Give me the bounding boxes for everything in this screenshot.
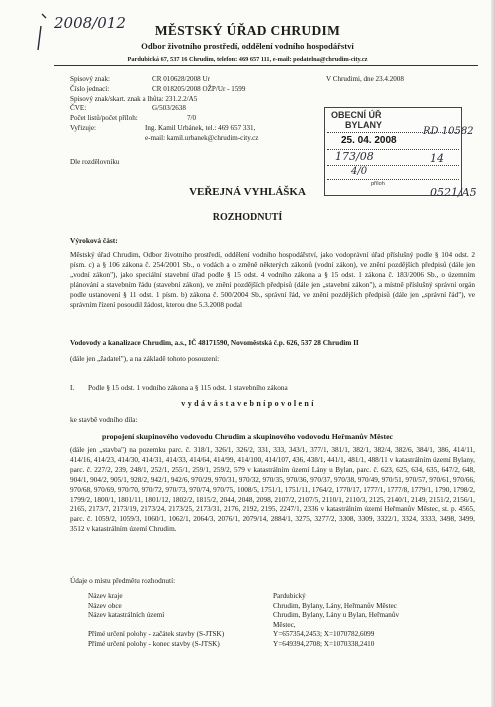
- meta-row: e-mail: kamil.urbanek@chrudim-city.cz: [145, 133, 259, 142]
- parcels-paragraph: (dále jen „stavba") na pozemku parc. č. 318/1, 326/1, 326/2, 331, 333, 343/1, 377/1, 381/1, 382/1, 382/4, 382/6, 384/1, 386, 414/11, 414/16, 414/23, 414/30, 414/31, 414/33, 414/64, 414/99, 414/100, 414/107, 436, 438/1, 441/1, 481/1, 488/11 v katastrálním území Bylany, parc. č. 227/2, 239, 248/1, 252/1, 255/1, 259/1, 259/2, 579 v katastrálním území Lány u Bylan, parc. č. 623, 625, 634, 635, 647/2, 648, 904/1, 904/2, 905/1, 928/2, 942/1, 942/6, 970/29, 970/31, 970/32, 970/35, 970/36, 970/37, 970/38, 970/49, 970/51, 970/57, 970/61, 970/66, 970/68, 970/69, 970/70, 970/72, 970/73, 970/74, 970/75, 1008/5, 1751/1, 1751/11, 1764/2, 1770/17, 1777/1, 1777/8, 1779/1, 1790, 1798/2, 1799/2, 1800/1, 1801/11, 1801/12, 1802/2, 1815/2, 2044, 2048, 2098, 2107/2, 2107/5, 2110/1, 2110/3, 2125, 2140/1, 2149, 2151/2, 2156/1, 2165, 2173/7, 2173/19, 2173/24, 2173/25, 2173/31, 2176, 2192, 2195, 2247/1, 2336 v katastrálním území Heřmanův Městec, st. p. 4565, parc. č. 1059/2, 1059/3, 1060/1, 1062/1, 2064/3, 2076/1, 2079/14, 2884/1, 3275, 3277/2, 3308, 3309, 3322/1, 3324, 3333, 3498, 3499, 3512 v katastrálním území Chrudim.: [70, 446, 475, 534]
- stamp-date: 25. 04. 2008: [341, 135, 397, 146]
- location-intro: Údaje o místu předmětu rozhodnutí:: [70, 577, 176, 585]
- location-row: Název kraje Pardubický: [88, 592, 306, 600]
- letterhead-address: Pardubická 67, 537 16 Chrudim, telefon: 469 657 111, e-mail: podatelna@chrudim-city.cz: [127, 56, 368, 63]
- stamp-office-line2: BYLANY: [345, 120, 383, 130]
- handwritten-reference: 2008/012: [54, 14, 126, 32]
- location-row: Název obce Chrudim, Bylany, Lány, Heřmanův Městec: [88, 601, 397, 610]
- operative-heading: Výroková část:: [70, 236, 118, 245]
- location-row: Přímé určení polohy - konec stavby (S-JTSK) Y=649394,2708; X=1070338,2410: [88, 639, 375, 648]
- location-row: Městec,: [273, 620, 296, 629]
- section-number: I.: [70, 384, 75, 392]
- body-paragraph: Městský úřad Chrudim, Odbor životního prostředí, oddělení vodního hospodářství, jako vodoprávní úřad příslušný podle § 104 odst. 2 písm. c) a § 106 zákona č. 254/2001 Sb., o vodách a o změně některých zákonů (vodní zákon), ve znění pozdějších předpisů (dále jen „vodní zákon"), jako speciální stavební úřad podle § 15 odst. 4 vodního zákona a § 15 odst. 1 zákona č. 183/2006 Sb., o územním plánování a stavebním řádu (stavební zákon), ve znění pozdějších předpisů (dále jen „stavební zákon"), a místně příslušný správní orgán podle ustanovení § 11 odst. 1 písm. b) zákona č. 500/2004 Sb., správní řád, ve znění pozdějších předpisů (dále jen „správní řád"), ve správním řízení posoudil žádost, kterou dne 5.3.2008 podal: [70, 251, 475, 309]
- handwritten-side-ref: 0521/A5: [430, 186, 477, 199]
- file-metadata: [70, 75, 258, 144]
- document-date: V Chrudimi, dne 23.4.2008: [326, 75, 404, 83]
- section-text: Podle § 15 odst. 1 vodního zákona a § 115 odst. 1 stavebního zákona: [88, 384, 288, 392]
- letterhead-subtitle: Odbor životního prostředí, oddělení vodního hospodářství: [141, 41, 354, 51]
- project-name: propojení skupinového vodovodu Chrudim a skupinového vodovodu Heřmanův Městec: [101, 432, 393, 441]
- permit-heading: v y d á v á s t a v e b n í p o v o l e n í: [181, 399, 314, 408]
- letterhead-divider: [54, 65, 478, 66]
- meta-row: Číslo jednací: CR 018205/2008 OŽP/Ur - 1599: [70, 84, 246, 93]
- scan-edge-shadow: [491, 0, 495, 707]
- handwritten-stamp-number: RD 10582: [423, 126, 474, 137]
- meta-row: ČVE: G/503/2638: [70, 104, 186, 113]
- meta-row: Spisový znak/skart. znak a lhůta: 231.2.2/A5: [70, 94, 198, 103]
- permit-intro: ke stavbě vodního díla:: [70, 416, 138, 424]
- document-title: VEŘEJNÁ VYHLÁŠKA: [189, 186, 306, 198]
- meta-row: Vyřizuje: Ing. Kamil Urbánek, tel.: 469 657 331,: [70, 123, 256, 132]
- handwritten-stamp-count: 14: [430, 152, 444, 165]
- recipient: Dle rozdělovníku: [70, 158, 120, 166]
- meta-row: Počet listů/počet příloh: 7/0: [70, 114, 197, 123]
- stamp-office-line1: OBECNÍ ÚŘ: [331, 110, 382, 120]
- meta-row: Spisový znak: CR 010628/2008 Ur: [70, 75, 210, 83]
- stamp-handwritten-ref: 173/08: [335, 150, 374, 163]
- location-row: Přímé určení polohy - začátek stavby (S-JTSK) Y=657354,2453; X=1070782,6099: [88, 630, 375, 639]
- location-table: [88, 592, 399, 650]
- document-subtitle: ROZHODNUTÍ: [212, 212, 283, 223]
- applicant-suffix: (dále jen „žadatel"), a na základě tohoto posouzení:: [70, 355, 220, 363]
- stamp-attachments-label: příloh: [371, 181, 385, 187]
- location-row: Název katastrálních území Chrudim, Bylany, Lány u Bylan, Heřmanův: [88, 611, 400, 620]
- stamp-handwritten-sub: 4/0: [351, 166, 368, 177]
- applicant: Vodovody a kanalizace Chrudim, a.s., IČ 48171590, Novoměstská č.p. 626, 537 28 Chrudim II: [70, 339, 359, 347]
- letterhead-title: MĚSTSKÝ ÚŘAD CHRUDIM: [154, 23, 341, 38]
